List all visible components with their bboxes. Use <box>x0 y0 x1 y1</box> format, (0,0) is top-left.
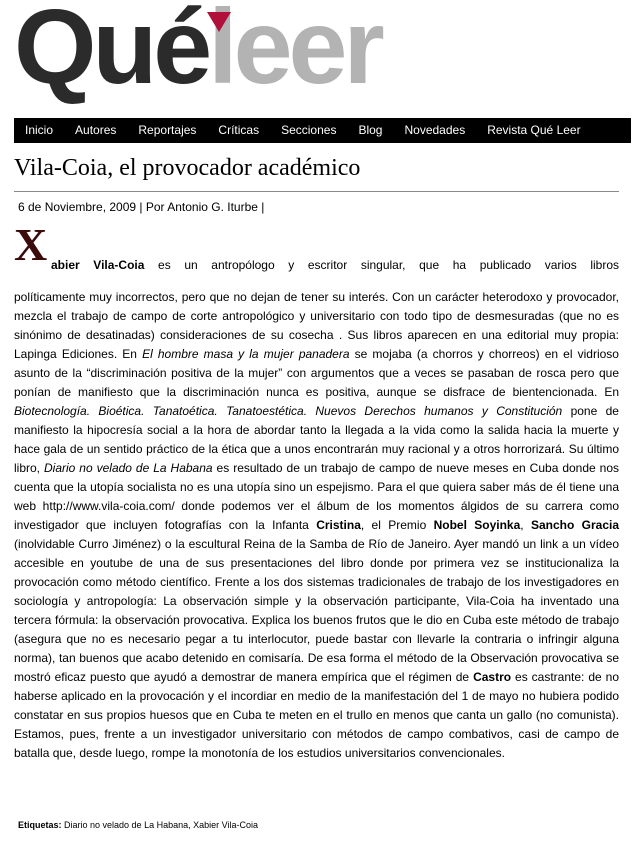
bold-name: Sancho Gracia <box>530 518 620 532</box>
author-name-bold: abier Vila-Coia <box>51 258 145 272</box>
text-segment: es castrante: de no haberse aplicado en la provocación y el incordiar en medio de la manifestación del 1 de mayo no hubiera podido constatar en sus propios huesos que en Cuba te meten en el trullo en menos que canta un gallo (no comunista). Estamos, pues, frente a un investigador universitario con métodos de campo combativos, casi de campo de batalla que, desde luego, rompe la monotonía de los estudios universitarios convencionales. <box>14 670 619 760</box>
nav-item-autores[interactable]: Autores <box>75 123 117 137</box>
bold-name: Castro <box>473 670 512 684</box>
nav-item-reportajes[interactable]: Reportajes <box>138 123 197 137</box>
tags-links[interactable]: Diario no velado de La Habana, Xabier Vila-Coia <box>61 820 258 830</box>
title-divider <box>14 191 619 192</box>
text-segment: es resultado de un trabajo de campo de nueve meses en Cuba donde nos cuenta que la utopía socialista no es una utopía sino un espejismo. Para el que quiera saber más de él tiene una web http://www.vila-coia.com/ donde podemos ver el álbum de los momentos álgidos de su carrera como investigador que incluyen fotografías con la Infanta <box>14 461 620 532</box>
nav-item-novedades[interactable]: Novedades <box>404 123 466 137</box>
article-paragraph <box>14 288 619 763</box>
article-tags <box>18 820 258 830</box>
text-segment: se mojaba (a chorros y chorreos) en el vidrioso asunto de la “discriminación positiva de la mujer” con argumentos que a veces se pasaban de rosca pero que ponían de manifiesto que la discriminación nunca es positiva, aunque se disfrace de bientencionada. En <box>14 347 619 399</box>
logo-que: Qué <box>14 0 209 106</box>
bold-name: Cristina <box>316 518 361 532</box>
text-segment: , <box>520 518 531 532</box>
article-title[interactable]: Vila-Coia, el provocador académico <box>14 155 361 181</box>
book-title: Biotecnología. Bioética. Tanatoética. Tanatoestética. Nuevos Derechos humanos y Constitución <box>14 404 563 418</box>
site-logo[interactable] <box>14 0 630 108</box>
first-line-text: es un antropólogo y escritor singular, que ha publicado varios libros <box>144 258 619 272</box>
logo-wordmark <box>14 0 381 106</box>
article-meta: 6 de Noviembre, 2009 | Por Antonio G. Iturbe | <box>18 200 265 214</box>
tags-label: Etiquetas: <box>18 820 62 830</box>
nav-item-blog[interactable]: Blog <box>358 123 383 137</box>
main-navigation <box>14 118 631 143</box>
logo-accent-triangle <box>207 12 231 32</box>
bold-name: Nobel Soyinka <box>433 518 521 532</box>
nav-item-criticas[interactable]: Críticas <box>218 123 260 137</box>
book-title: El hombre masa y la mujer panadera <box>142 347 350 361</box>
nav-item-inicio[interactable]: Inicio <box>25 123 54 137</box>
logo-leer: leer <box>208 0 381 106</box>
book-title: Diario no velado de La Habana <box>43 461 213 475</box>
article-first-line <box>51 258 619 273</box>
text-segment: políticamente muy incorrectos, pero que no dejan de tener su interés. Con un carácter heterodoxo y provocador, mezcla el trabajo de campo de corte antropológico y universitario con todo tipo de desmesuradas (que no es sinónimo de desatinadas) consideraciones de su cosecha . Sus libros aparecen en una editorial muy propia: Lapinga Ediciones. En <box>14 290 619 361</box>
nav-item-secciones[interactable]: Secciones <box>281 123 337 137</box>
text-segment: pone de manifiesto la hipocresía social a la hora de abordar tanto la llegada a la vida como la salida hacia la muerte y hace gala de un sentido práctico de la ética que a unos encontrarán muy racional y a otros horrorizará. Su último libro, <box>14 404 619 475</box>
text-segment: (inolvidable Curro Jiménez) o la escultural Reina de la Samba de Río de Janeiro. Ayer mandó un link a un vídeo accesible en youtube de una de sus presentaciones del libro donde por primera vez se institucionaliza la provocación como método científico. Frente a los dos sistemas tradicionales de trabajo de los investigadores en sociología y antropología: La observación simple y la observación participante, Vila-Coia ha inventado una tercera fórmula: la observación provocativa. Explica los buenos frutos que le dio en Cuba este método de trabajo (asegura que no es necesario pegar a tu interlocutor, puede bastar con llevarle la contraria o infringir alguna norma), tan buenos que acabo detenido en comisaría. De esa forma el método de la Observación provocativa se mostró eficaz puesto que ayudó a demostrar de manera empírica que el régimen de <box>14 537 619 684</box>
text-segment: , el Premio <box>360 518 434 532</box>
drop-cap: X <box>14 219 48 270</box>
nav-item-revista[interactable]: Revista Qué Leer <box>487 123 581 137</box>
